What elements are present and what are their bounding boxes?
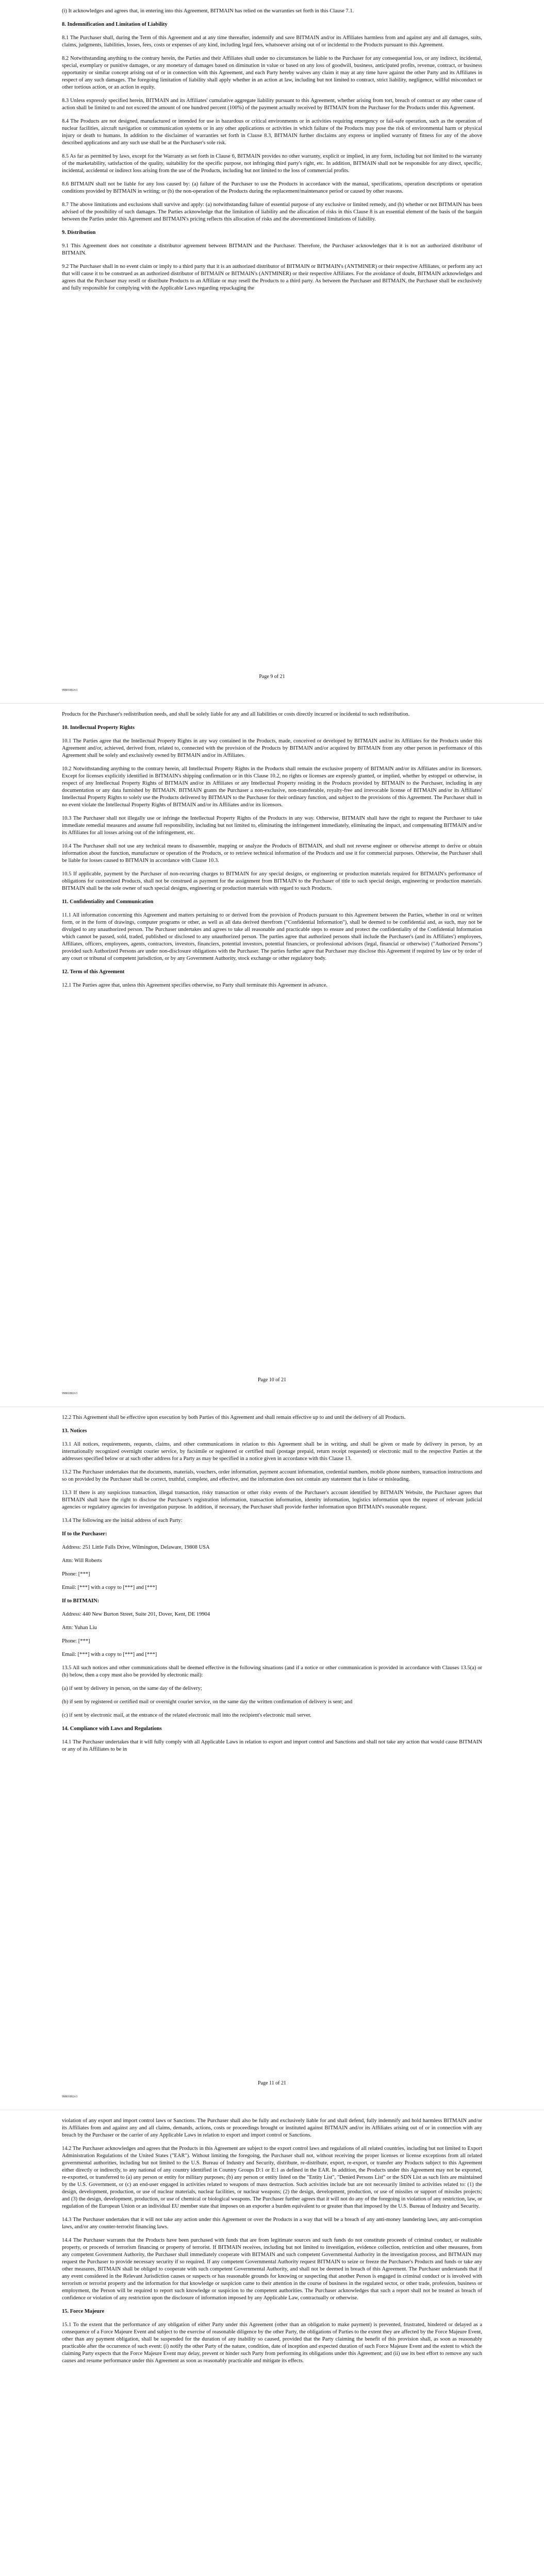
paragraph: Attn: Yuhan Liu (62, 1625, 97, 1631)
page-content (62, 711, 482, 995)
page-content (62, 2117, 482, 2371)
paragraph: 13.5 All such notices and other communications shall be deemed effective in the following situations (and if a notice or other communication is provided in accordance with Clauses 13.5(a) or (b) below, then a copy must also be provided by electronic mail): (62, 1665, 482, 1678)
page-number: Page 9 of 21 (259, 674, 285, 680)
paragraph: 8.1 The Purchaser shall, during the Term of this Agreement and at any time thereafter, indemnify and save BITMAIN and/or its Affiliates harmless from and against any and all damages, suits, claims, judgments, liabilities, losses, fees, costs or expenses of any kind, including legal fees, whatsoever arising out of or incidental to the Products pursuant to this Agreement. (62, 35, 482, 48)
section-heading: 9. Distribution (62, 230, 96, 235)
paragraph: 8.6 BITMAIN shall not be liable for any loss caused by: (a) failure of the Purchaser to use the Products in accordance with the manual, specifications, operation descriptions or operation conditions provided by BITMAIN in writing; or (b) the non-operation of the Products during the replacement/maintenance period or caused by other reasons. (62, 181, 482, 194)
paragraph: 14.4 The Purchaser warrants that the Products have been purchased with funds that are from legitimate sources and such funds do not constitute proceeds of criminal conduct, or realizable property, or proceeds of terrorism financing or property of terrorist. If BITMAIN receives, including but not limited to investigation, evidence collection, restriction and other measures, from any competent Government Authority, the Purchaser shall immediately cooperate with BITMAIN and such competent Governmental Authority in the investigation process, and BITMAIN may request the Purchaser to provide necessary security if so required. If any competent Governmental Authority request BITMAIN to seize or freeze the Purchaser's Products and funds or take any other measures, BITMAIN shall be obliged to cooperate with such competent Governmental Authority, and shall not be deemed in breach of this Agreement. The Purchaser understands that if any event considered in the Relevant Jurisdiction causes or suspects or has reasonable grounds for knowing or suspecting that another Person is engaged in criminal conduct or is involved with terrorism or terrorist property and the information for that knowledge or suspicion came to their attention in the course of business in the regulated sector, or other trade, profession, business or employment, the Person will be required to report such knowledge or suspicion to the competent authorities. The Purchaser acknowledges that such a report shall not be treated as breach of confidence or violation of any restriction upon the disclosure of information imposed by any Applicable Law, contractually or otherwise. (62, 2238, 482, 2301)
page-footer (62, 674, 482, 692)
paragraph: 8.7 The above limitations and exclusions shall survive and apply: (a) notwithstanding failure of essential purpose of any exclusive or limited remedy, and (b) whether or not BITMAIN has been advised of the possibility of such damages. The Parties acknowledge that the limitation of liability and the allocation of risks in this Clause 8 is an essential element of the basis of the bargain between the Parties under this Agreement and BITMAIN's pricing reflects this allocation of risks and the abovementioned limitations of liability. (62, 202, 482, 222)
paragraph: Address: 440 New Burton Street, Suite 201, Dover, Kent, DE 19904 (62, 1612, 210, 1617)
document-page (0, 703, 544, 1406)
paragraph: Email: [***] with a copy to [***] and [***] (62, 1652, 157, 1657)
section-heading: 8. Indemnification and Limitation of Liability (62, 22, 168, 27)
paragraph: 10.3 The Purchaser shall not illegally use or infringe the Intellectual Property Rights of the Products in any way. Otherwise, BITMAIN shall have the right to request the Purchaser to take immediate remedial measures and assume full responsibility, including but not limited to, eliminating the infringement immediately, eliminating the impact, and compensating BITMAIN and/or its Affiliates for all losses arising out of the infringement, etc. (62, 816, 482, 836)
paragraph: 10.1 The Parties agree that the Intellectual Property Rights in any way contained in the Products, made, conceived or developed by BITMAIN and/or its Affiliates for the Products under this Agreement and/or, achieved, derived from, related to, connected with the provision of the Products by BITMAIN and/or acquired by BITMAIN from any other person in performance of this Agreement shall be solely and exclusively owned by BITMAIN and/or its Affiliates. (62, 738, 482, 758)
paragraph: 8.5 As far as permitted by laws, except for the Warranty as set forth in Clause 6, BITMAIN provides no other warranty, explicit or implied, in any form, including but not limited to the warranty of the marketability, satisfaction of the quality, suitability for the specific purpose, not infringing third party's right, etc. In addition, BITMAIN shall not be responsible for any direct, specific, incidental, accidental or indirect loss arising from the use of the Products, including but not limited to the loss of commercial profits. (62, 154, 482, 174)
paragraph: (i) It acknowledges and agrees that, in entering into this Agreement, BITMAIN has relied on the warranties set forth in this Clause 7.1. (62, 8, 354, 14)
paragraph: 11.1 All information concerning this Agreement and matters pertaining to or derived from the provision of Products pursuant to this Agreement between the Parties, whether in oral or written form, or in the form of drawings, computer programs or other, as well as all data derived therefrom ("Confidential Information"), shall be deemed to be confidential and, as such, may not be divulged to any unauthorized person. The Purchaser undertakes and agrees to take all reasonable and practicable steps to ensure and protect the confidentiality of the Confidential Information which cannot be passed, sold, traded, published or disclosed to any unauthorized person. The parties agree that authorized persons shall include the Purchaser's (and its Affiliates') employees, Affiliates, officers, employees, agents, contractors, investors, financiers, potential investors, potential financiers, or professional advisors (legal, financial or otherwise) ("Authorized Persons") provided such Authorized Persons are under non-disclosure obligations with the Purchaser. The parties further agree that Purchaser may disclose this Agreement if required by law or by order of any court or tribunal of competent jurisdiction, or by any Government Authority, stock exchange or other regulatory body. (62, 912, 482, 961)
paragraph: (a) if sent by delivery in person, on the same day of the delivery; (62, 1686, 202, 1691)
paragraph: Products for the Purchaser's redistribution needs, and shall be solely liable for any and all liabilities or costs directly incurred or incidental to such redistribution. (62, 711, 410, 717)
paragraph: Attn: Will Roberts (62, 1558, 102, 1564)
page-separator (0, 703, 544, 704)
paragraph: 12.1 The Parties agree that, unless this Agreement specifies otherwise, no Party shall terminate this Agreement in advance. (62, 982, 328, 988)
paragraph: 10.5 If applicable, payment by the Purchaser of non-recurring charges to BITMAIN for any special designs, or engineering or production materials required for BITMAIN's performance of obligations for customized Products, shall not be construed as payment for the assignment from BITMAIN to the Purchaser of title to such special design, engineering or production materials. BITMAIN shall be the sole owner of such special designs, engineering or production materials with regard to such Products. (62, 871, 482, 891)
section-heading: If to the Purchaser: (62, 1531, 107, 1537)
paragraph: 8.3 Unless expressly specified herein, BITMAIN and its Affiliates' cumulative aggregate liability pursuant to this Agreement, whether arising from tort, breach of contract or any other cause of action shall be limited to and not exceed the amount of one hundred percent (100%) of the payment actually received by BITMAIN from the Purchaser for the Products under this Agreement. (62, 98, 482, 111)
page-separator (0, 1406, 544, 1407)
paragraph: 12.2 This Agreement shall be effective upon execution by both Parties of this Agreement and shall remain effective up to and until the delivery of all Products. (62, 1415, 406, 1420)
section-heading: 12. Term of this Agreement (62, 969, 125, 975)
section-heading: 11. Confidentiality and Communication (62, 899, 154, 905)
paragraph: (b) if sent by registered or certified mail or overnight courier service, on the same day the written confirmation of delivery is sent; and (62, 1699, 353, 1705)
document-id: 99801802v3 (62, 689, 77, 692)
document-page (0, 2110, 544, 2576)
paragraph: (c) if sent by electronic mail, at the entrance of the related electronic mail into the recipient's electronic mail server. (62, 1713, 311, 1718)
document-id: 99801802v3 (62, 1392, 77, 1395)
section-heading: 14. Compliance with Laws and Regulations (62, 1726, 162, 1732)
page-number: Page 10 of 21 (257, 1377, 287, 1383)
paragraph: Phone: [***] (62, 1571, 90, 1577)
page-content (62, 8, 482, 298)
paragraph: 10.2 Notwithstanding anything to the contrary herein, all Intellectual Property Rights in the Products shall remain the exclusive property of BITMAIN and/or its Affiliates and/or its licensors. Except for licenses explicitly identified in BITMAIN's shipping confirmation or in this Clause 10.2, no rights or licenses are expressly granted, or implied, whether by estoppel or otherwise, in respect of any Intellectual Property Rights of BITMAIN and/or its Affiliates or any Intellectual Property residing in the Products provided by BITMAIN to the Purchaser, including in any documentation or any data furnished by BITMAIN. BITMAIN grants the Purchaser a non-exclusive, non-transferable, royalty-free and irrevocable license of BITMAIN and/or its Affiliates' Intellectual Property Rights to solely use the Products delivered by BITMAIN to the Purchaser for their ordinary function, and subject to the provisions of this Agreement. The Purchaser shall in no event violate the Intellectual Property Rights of BITMAIN and/or its Affiliates and/or its licensors. (62, 766, 482, 808)
document-page (0, 1406, 544, 2110)
paragraph: 10.4 The Purchaser shall not use any technical means to disassemble, mapping or analyze the Products of BITMAIN, and shall not reverse engineer or otherwise attempt to derive or obtain information about the function, manufacture or operation of the Products, or to retrieve technical information of the Products and use it for commercial purposes. Otherwise, the Purchaser shall be liable for losses caused to BITMAIN in accordance with Clause 10.3. (62, 843, 482, 863)
page-footer (62, 2080, 482, 2098)
paragraph: 9.2 The Purchaser shall in no event claim or imply to a third party that it is an authorized distributor of BITMAIN or BITMAIN's (ANTMINER) or their respective Affiliates, or perform any act that will cause it to be construed as an authorized distributor of BITMAIN or BITMAIN's (ANTMINER) or their respective Affiliates. For the avoidance of doubt, BITMAIN acknowledges and agrees that the Purchaser may resell or distribute Products to an Affiliate or may resell the Products to a third party. As between the Purchaser and BITMAIN, the Purchaser shall be exclusively and fully responsible for complying with the Applicable Laws regarding repackaging the (62, 264, 482, 291)
document-page (0, 0, 544, 703)
paragraph: violation of any export and import control laws or Sanctions. The Purchaser shall also be fully and exclusively liable for and shall defend, fully indemnify and hold harmless BITMAIN and/or its Affiliates from and against any and all claims, demands, actions, costs or proceedings brought or instituted against BITMAIN and/or its Affiliates arising out of or in connection with any breach by the Purchaser or the carrier of any Applicable Laws in relation to export and import control or Sanctions. (62, 2118, 482, 2138)
paragraph: Phone: [***] (62, 1638, 90, 1644)
paragraph: 13.2 The Purchaser undertakes that the documents, materials, vouchers, order information, payment account information, credential numbers, mobile phone numbers, transaction instructions and so on provided by the Purchaser shall be correct, truthful, complete, and effective, and the information does not contain any statement that is false or misleading. (62, 1469, 482, 1482)
section-heading: If to BITMAIN: (62, 1598, 100, 1604)
paragraph: 8.2 Notwithstanding anything to the contrary herein, the Parties and their Affiliates shall under no circumstances be liable to the Purchaser for any consequential loss, or any indirect, incidental, special, exemplary or punitive damages, or any monetary of damages based on diminution in value or based on any loss of goodwill, business, anticipated profits, revenue, contract, or business opportunity or similar concept arising out of or in connection with this Agreement, and each Party hereby waives any claim it may at any time have against the other Party and its Affiliates in respect of any such damages. The foregoing limitation of liability shall apply whether in an action at law, including but not limited to contract, strict liability, negligence, willful misconduct or other tortious action, or an action in equity. (62, 56, 482, 90)
page-content (62, 1414, 482, 1759)
paragraph: 13.1 All notices, requirements, requests, claims, and other communications in relation to this Agreement shall be in writing, and shall be given or made by delivery in person, by an internationally recognized overnight courier service, by facsimile or registered or certified mail (postage prepaid, return receipt requested) or electronic mail to the respective Parties at the addresses specified below or at such other address for a Party as may be specified in a notice given in accordance with this Clause 13. (62, 1442, 482, 1462)
paragraph: 14.3 The Purchaser undertakes that it will not take any action under this Agreement or over the Products in a way that will be a breach of any anti-money laundering laws, any anti-corruption laws, and/or any counter-terrorist financing laws. (62, 2217, 482, 2230)
paragraph: 13.3 If there is any suspicious transaction, illegal transaction, risky transaction or other risky events of the Purchaser's account identified by BITMAIN Website, the Purchaser agrees that BITMAIN shall have the right to disclose the Purchaser's registration information, transaction information, identity information, logistics information upon the request of relevant judicial agencies or regulatory agencies for investigation purpose. In addition, if necessary, the Purchaser shall provide further information upon BITMAIN's reasonable request. (62, 1490, 482, 1510)
document-id: 99801802v3 (62, 2095, 77, 2098)
paragraph: Address: 251 Little Falls Drive, Wilmington, Delaware, 19808 USA (62, 1545, 210, 1550)
paragraph: Email: [***] with a copy to [***] and [***] (62, 1585, 157, 1590)
paragraph: 15.1 To the extent that the performance of any obligation of either Party under this Agreement (other than an obligation to make payment) is prevented, frustrated, hindered or delayed as a consequence of a Force Majeure Event and subject to the exercise of reasonable diligence by the other Party, the obligations of Parties to the extent they are affected by the Force Majeure Event, other than any payment obligation, shall be suspended for the duration of any inability so caused, provided that the Party claiming the benefit of this provision shall, as soon as reasonably practicable after the occurrence of such event: (i) notify the other Party of the nature, condition, date of inception and expected duration of such Force Majeure Event and the extent to which the claiming Party expects that the Force Majeure Event may delay, prevent or hinder such Party from performing its obligations under this Agreement; and (ii) use its best effort to remove any such causes and resume performance under this Agreement as soon as reasonably practicable and mitigate its effects. (62, 2322, 482, 2364)
page-footer (62, 1377, 482, 1395)
section-heading: 10. Intellectual Property Rights (62, 725, 135, 731)
page-number: Page 11 of 21 (258, 2080, 286, 2086)
paragraph: 8.4 The Products are not designed, manufactured or intended for use in hazardous or critical environments or in activities requiring emergency or fail-safe operation, such as the operation of nuclear facilities, aircraft navigation or communication systems or in any other applications or activities in which failure of the Products may pose the risk of environmental harm or physical injury or death to humans. In addition to the disclaimer of warranties set forth in Clause 8.3, BITMAIN further disclaims any express or implied warranty of fitness for any of the above described applications and any such use shall be at the Purchaser's sole risk. (62, 118, 482, 146)
paragraph: 9.1 This Agreement does not constitute a distributor agreement between BITMAIN and the Purchaser. Therefore, the Purchaser acknowledges that it is not an authorized distributor of BITMAIN. (62, 243, 482, 256)
section-heading: 13. Notices (62, 1428, 87, 1434)
section-heading: 15. Force Majeure (62, 2309, 105, 2314)
paragraph: 14.1 The Purchaser undertakes that it will fully comply with all Applicable Laws in relation to export and import control and Sanctions and shall not take any action that would cause BITMAIN or any of its Affiliates to be in (62, 1739, 482, 1752)
paragraph: 14.2 The Purchaser acknowledges and agrees that the Products in this Agreement are subject to the export control laws and regulations of all related countries, including but not limited to Export Administration Regulations of the United States ("EAR"). Without limiting the foregoing, the Purchaser shall not, without receiving the proper licenses or license exceptions from all related governmental authorities, including but not limited to the U.S. Bureau of Industry and Security, distribute, re-distribute, export, re-export, or transfer any Products subject to this Agreement either directly or indirectly, to any national of any country identified in Country Groups D:1 or E:1 as defined in the EAR. In addition, the Products under this Agreement may not be exported, re-exported, or transferred to (a) any person or entity for military purposes; (b) any person or entity listed on the "Entity List", "Denied Persons List" or the SDN List as such lists are maintained by the U.S. Government, or (c) an end-user engaged in activities related to weapons of mass destruction. Such activities include but are not necessarily limited to activities related to: (1) the design, development, production, or use of nuclear materials, nuclear facilities, or nuclear weapons; (2) the design, development, production, or use of missiles or support of missiles projects; and (3) the design, development, production, or use of chemical or biological weapons. The Purchaser further agrees that it will not do any of the foregoing in violation of any restriction, law, or regulation of the European Union or an individual EU member state that imposes on an exporter a burden equivalent to or greater than that imposed by the U.S. Bureau of Industry and Security. (62, 2146, 482, 2209)
paragraph: 13.4 The following are the initial address of each Party: (62, 1518, 183, 1523)
